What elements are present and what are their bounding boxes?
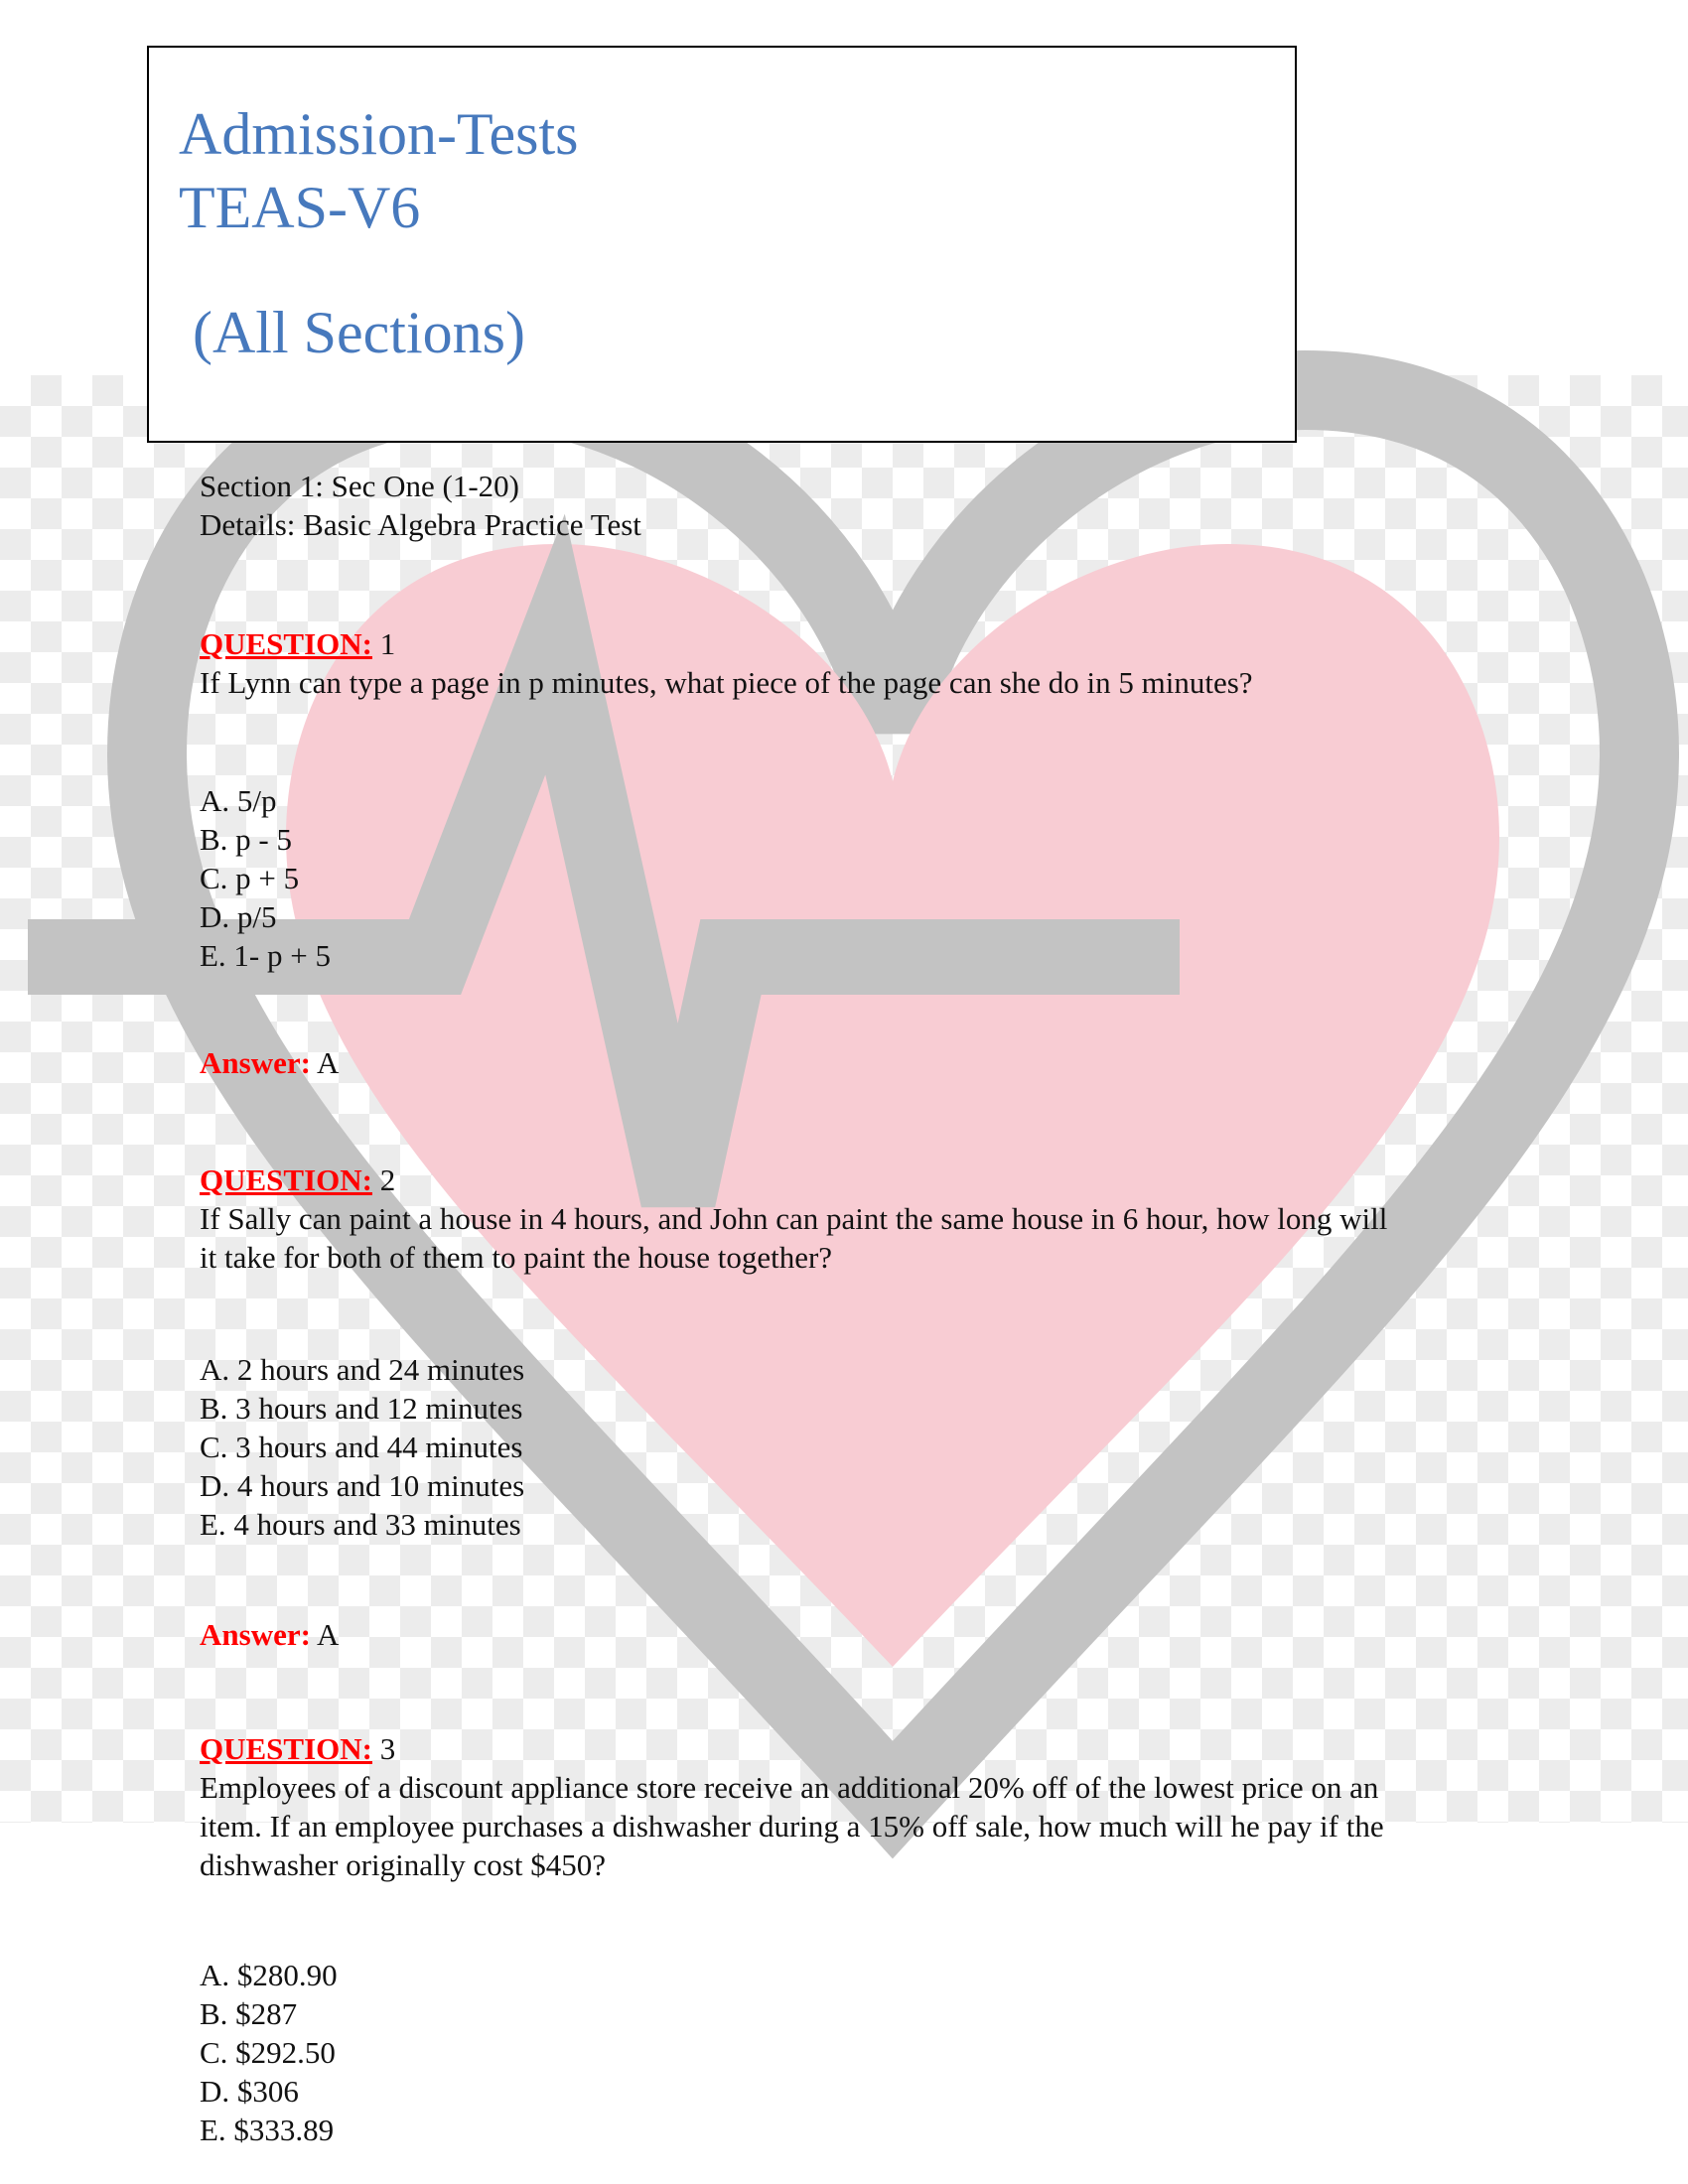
question-3-options [200,1956,338,2149]
question-2-answer [200,1615,339,1654]
question-3-number: 3 [379,1731,396,1766]
question-2-label: QUESTION: [200,1162,372,1197]
option-line: D. p/5 [200,899,277,934]
exam-subtitle: (All Sections) [193,300,525,365]
question-3-text-line: dishwasher originally cost $450? [200,1847,606,1882]
section-title: Section 1: Sec One (1-20) [200,469,519,503]
exam-code-title: TEAS-V6 [179,175,421,240]
question-3-heading [200,1729,1384,1768]
question-1-text-line: If Lynn can type a page in p minutes, what piece of the page can she do in 5 minutes? [200,665,1253,700]
question-2-number: 2 [379,1162,396,1197]
question-1-heading [200,624,1253,663]
option-line: C. $292.50 [200,2035,336,2070]
exam-vendor-title: Admission-Tests [179,101,579,167]
answer-value: A [316,1617,340,1652]
question-2-text-line: If Sally can paint a house in 4 hours, and John can paint the same house in 6 hour, how long will [200,1201,1388,1236]
option-line: E. 4 hours and 33 minutes [200,1507,521,1542]
question-3-text-line: Employees of a discount appliance store receive an additional 20% off of the lowest price on an [200,1770,1379,1805]
question-3-text-line: item. If an employee purchases a dishwasher during a 15% off sale, how much will he pay if the [200,1809,1384,1843]
option-line: B. 3 hours and 12 minutes [200,1391,523,1426]
option-line: D. $306 [200,2074,299,2109]
question-2-options [200,1350,524,1544]
option-line: C. p + 5 [200,861,300,895]
header-box [147,46,1297,443]
option-line: E. $333.89 [200,2113,335,2147]
question-1-label: QUESTION: [200,626,372,661]
option-line: A. $280.90 [200,1958,338,1992]
answer-label: Answer: [200,1617,311,1652]
option-line: E. 1- p + 5 [200,938,331,973]
question-2 [200,1160,1387,1277]
section-details: Details: Basic Algebra Practice Test [200,507,641,542]
question-3-label: QUESTION: [200,1731,372,1766]
question-1 [200,624,1253,702]
question-2-text-line: it take for both of them to paint the house together? [200,1240,833,1275]
answer-value: A [316,1045,340,1080]
question-1-options [200,781,331,975]
question-1-number: 1 [379,626,396,661]
question-1-answer [200,1043,339,1082]
answer-label: Answer: [200,1045,311,1080]
option-line: D. 4 hours and 10 minutes [200,1468,525,1503]
option-line: C. 3 hours and 44 minutes [200,1430,523,1464]
option-line: A. 2 hours and 24 minutes [200,1352,525,1387]
section-info [200,467,641,544]
question-3 [200,1729,1384,1884]
question-2-heading [200,1160,1387,1199]
option-line: B. $287 [200,1996,298,2031]
option-line: A. 5/p [200,783,277,818]
option-line: B. p - 5 [200,822,292,857]
